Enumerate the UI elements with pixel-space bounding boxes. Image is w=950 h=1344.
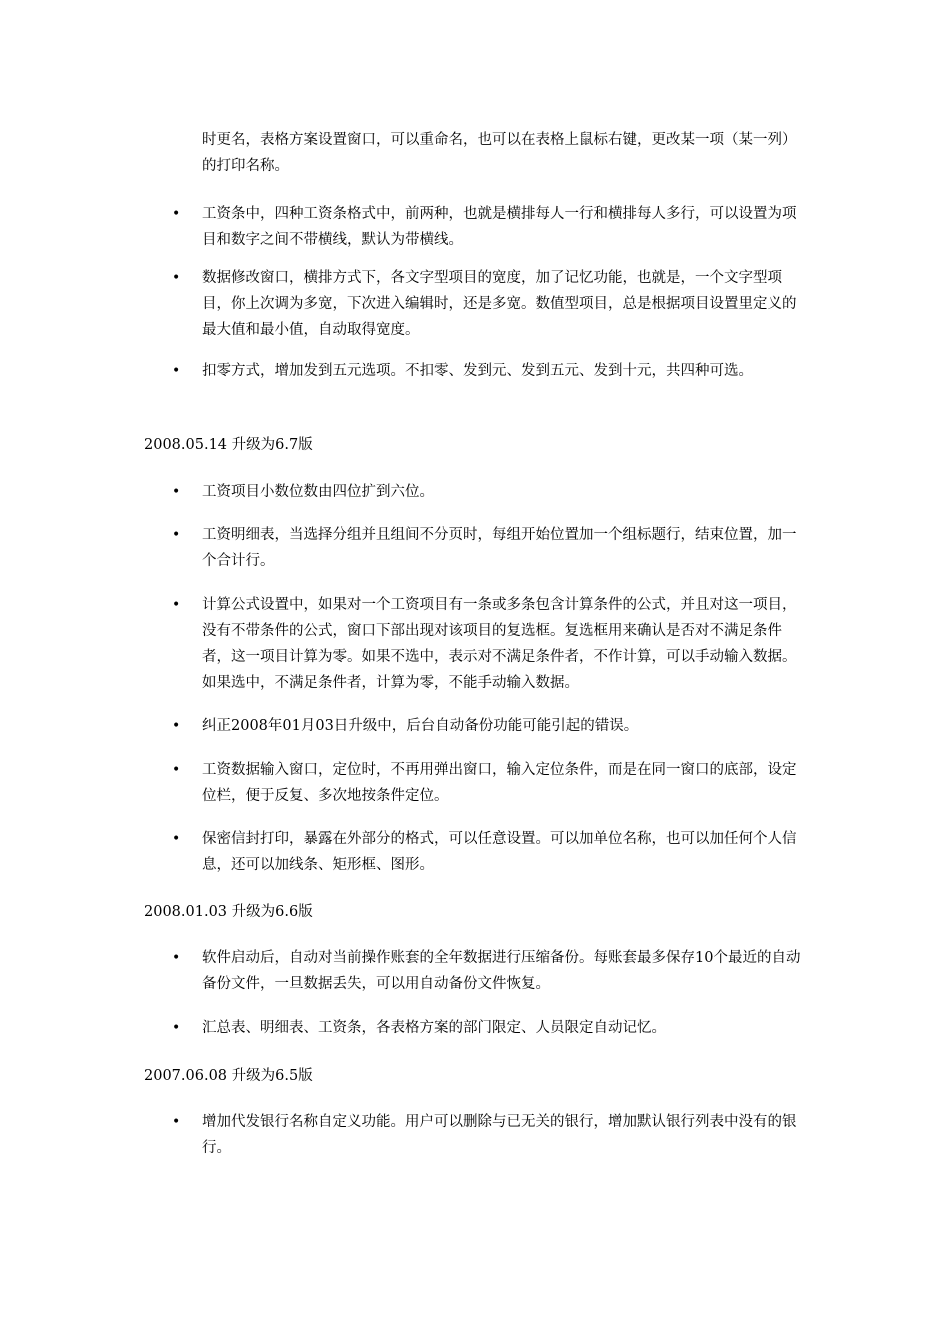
bullet-icon: • xyxy=(172,597,181,613)
bullet-icon: • xyxy=(172,1020,181,1036)
bullet-icon: • xyxy=(172,484,181,500)
list-item-text: 增加代发银行名称自定义功能。用户可以删除与已无关的银行，增加默认银行列表中没有的银行。 xyxy=(202,1114,797,1156)
bullet-icon: • xyxy=(172,718,181,734)
bullet-icon: • xyxy=(172,206,181,222)
bullet-icon: • xyxy=(172,762,181,778)
list-item-text: 工资明细表，当选择分组并且组间不分页时，每组开始位置加一个组标题行，结束位置，加一个合计行。 xyxy=(202,527,797,569)
list-item-text: 软件启动后，自动对当前操作账套的全年数据进行压缩备份。每账套最多保存10个最近的自动备份文件，一旦数据丢失，可以用自动备份文件恢复。 xyxy=(202,950,801,992)
list-item-text: 保密信封打印，暴露在外部分的格式，可以任意设置。可以加单位名称，也可以加任何个人信息，还可以加线条、矩形框、图形。 xyxy=(202,831,797,873)
version-heading: 2008.01.03 升级为6.6版 xyxy=(144,904,313,920)
version-heading: 2008.05.14 升级为6.7版 xyxy=(144,437,313,453)
list-item-text: 工资数据输入窗口，定位时，不再用弹出窗口，输入定位条件，而是在同一窗口的底部，设定位栏，便于反复、多次地按条件定位。 xyxy=(202,762,797,804)
list-item-text: 数据修改窗口，横排方式下，各文字型项目的宽度，加了记忆功能，也就是，一个文字型项目，你上次调为多宽，下次进入编辑时，还是多宽。数值型项目，总是根据项目设置里定义的最大值和最小值，自动取得宽度。 xyxy=(202,270,797,338)
list-item-text: 计算公式设置中，如果对一个工资项目有一条或多条包含计算条件的公式，并且对这一项目，没有不带条件的公式，窗口下部出现对该项目的复选框。复选框用来确认是否对不满足条件者，这一项目计算为零。如果不选中，表示对不满足条件者，不作计算，可以手动输入数据。如果选中，不满足条件者，计算为零，不能手动输入数据。 xyxy=(202,597,797,691)
list-item-text: 工资项目小数位数由四位扩到六位。 xyxy=(202,484,434,500)
list-item-text: 纠正2008年01月03日升级中，后台自动备份功能可能引起的错误。 xyxy=(202,718,639,734)
version-heading: 2007.06.08 升级为6.5版 xyxy=(144,1068,313,1084)
bullet-icon: • xyxy=(172,363,181,379)
bullet-icon: • xyxy=(172,1114,181,1130)
bullet-icon: • xyxy=(172,831,181,847)
list-item-text: 扣零方式，增加发到五元选项。不扣零、发到元、发到五元、发到十元，共四种可选。 xyxy=(202,363,753,379)
bullet-icon: • xyxy=(172,270,181,286)
list-item-text: 工资条中，四种工资条格式中，前两种，也就是横排每人一行和横排每人多行，可以设置为项目和数字之间不带横线，默认为带横线。 xyxy=(202,206,797,248)
list-item-text: 汇总表、明细表、工资条，各表格方案的部门限定、人员限定自动记忆。 xyxy=(202,1020,666,1036)
bullet-icon: • xyxy=(172,950,181,966)
continuation-paragraph: 时更名，表格方案设置窗口，可以重命名，也可以在表格上鼠标右键，更改某一项（某一列）的打印名称。 xyxy=(202,132,797,174)
bullet-icon: • xyxy=(172,527,181,543)
